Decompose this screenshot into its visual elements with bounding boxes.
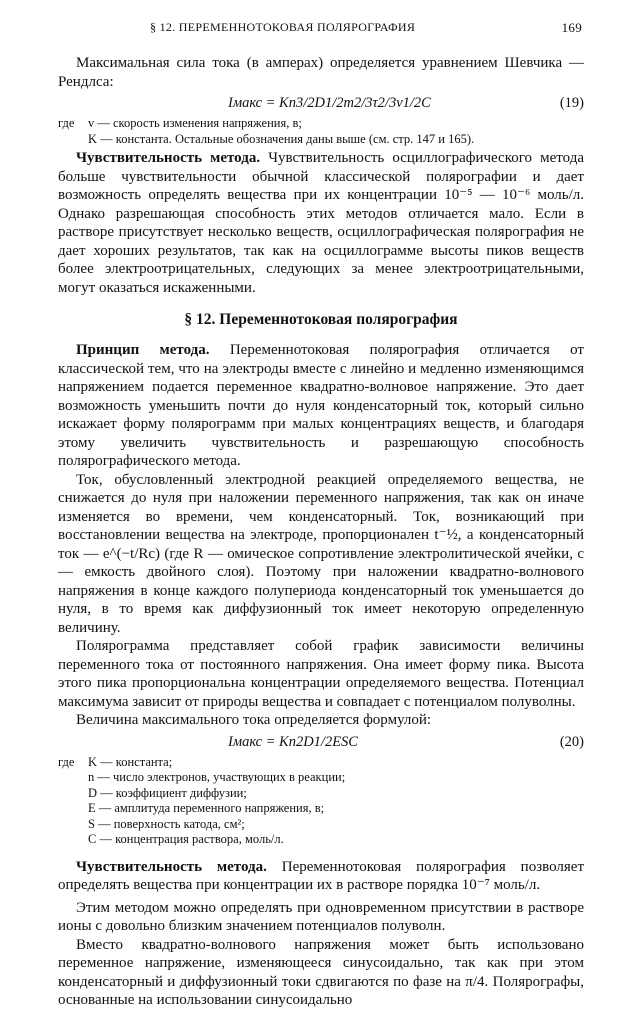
definition-row bbox=[58, 770, 584, 786]
running-title: § 12. ПЕРЕМЕННОТОКОВАЯ ПОЛЯРОГРАФИЯ bbox=[150, 20, 416, 34]
paragraph-lead: Чувствительность метода. bbox=[76, 858, 267, 875]
definition-text: v — скорость изменения напряжения, в; bbox=[88, 116, 302, 130]
section-heading: § 12. Переменнотоковая полярография bbox=[184, 311, 458, 328]
paragraph-simultaneous: Этим методом можно определять при одновременном присутствии в растворе ионы с довольно близким значением потенциалов полуволн. bbox=[58, 899, 584, 934]
paragraph-max-current: Величина максимального тока определяется формулой: bbox=[76, 712, 432, 728]
running-head bbox=[150, 20, 582, 35]
definition-where bbox=[58, 132, 88, 148]
paragraph-sensitivity-ac bbox=[58, 858, 584, 895]
paragraph-text: Чувствительность осциллографического метода больше чувствительности обычной классической полярографии и дает возможность определять вещества при их концентрации 10⁻⁵ — 10⁻⁶ моль/л. Однако разрешающая способность этих методов отличается мало. Если в растворе присутствует несколько веществ, осциллографическая полярография не дает хороших результатов, так как на осциллограмме высоты пиков веществ более электроотрицательных, следующих за менее электроотрицательными, могут оказаться искаженными. bbox=[58, 150, 584, 296]
definition-text: C — концентрация раствора, моль/л. bbox=[88, 832, 284, 846]
definitions-19 bbox=[58, 116, 584, 147]
definition-row bbox=[58, 832, 584, 848]
equation-20-number: (20) bbox=[559, 733, 584, 750]
page-number: 169 bbox=[561, 20, 582, 35]
equation-19-number: (19) bbox=[559, 95, 584, 111]
definition-row bbox=[58, 755, 584, 771]
definition-text: S — поверхность катода, см²; bbox=[88, 816, 245, 831]
definition-where bbox=[58, 832, 88, 848]
definition-text: K — константа. Остальные обозначения даны выше (см. стр. 147 и 165). bbox=[88, 131, 475, 146]
definition-row bbox=[58, 116, 584, 132]
definition-text: n — число электронов, участвующих в реакции; bbox=[88, 770, 346, 784]
definition-row bbox=[58, 817, 584, 833]
paragraph-sensitivity-osc bbox=[58, 149, 584, 297]
paragraph-intro: Максимальная сила тока (в амперах) определяется уравнением Шевчика — Рендлса: bbox=[58, 55, 584, 90]
page-body bbox=[58, 54, 584, 1010]
paragraph-current: Ток, обусловленный электродной реакцией определяемого вещества, не снижается до нуля при наложении переменного напряжения, так как он иначе изменяется во времени, чем конденсаторный. Ток, возникающий при восстановлении вещества на электроде, пропорционален t⁻½, а конденсаторный ток — e^(−t/Rc) (где R — омическое сопротивление электролитической ячейки, c — емкость двойного слоя). Поэтому при наложении квадратно-волнового напряжения в конце каждого полупериода конденсаторный ток уменьшается до нуля, в то время как диффузионный ток имеет некоторую определенную величину. bbox=[58, 471, 584, 636]
paragraph-lead: Принцип метода. bbox=[76, 342, 210, 358]
equation-20 bbox=[58, 730, 584, 754]
definition-where: где bbox=[58, 754, 75, 769]
definition-row bbox=[58, 801, 584, 817]
paragraph-principle bbox=[58, 341, 584, 471]
definition-text: E — амплитуда переменного напряжения, в; bbox=[88, 801, 325, 815]
definition-where bbox=[58, 817, 88, 833]
definition-where: где bbox=[58, 116, 75, 130]
definition-text: D — коэффициент диффузии; bbox=[88, 785, 247, 800]
equation-19 bbox=[58, 91, 584, 115]
paragraph-text: Переменнотоковая полярография позволяет определять вещества при концентрации их в растворе порядка 10⁻⁷ моль/л. bbox=[58, 858, 584, 893]
equation-20-formula: Iмакс = Kn2D1/2ESC bbox=[228, 733, 358, 750]
definition-text: K — константа; bbox=[88, 754, 173, 769]
definition-where bbox=[58, 770, 88, 786]
definition-row bbox=[58, 786, 584, 802]
definition-where bbox=[58, 786, 88, 802]
equation-19-formula: Iмакс = Kn3/2D1/2m2/3τ2/3v1/2C bbox=[228, 95, 431, 111]
definitions-20 bbox=[58, 755, 584, 848]
paragraph-lead: Чувствительность метода. bbox=[76, 150, 261, 166]
definition-where bbox=[58, 801, 88, 817]
paragraph-polarogram: Полярограмма представляет собой график зависимости величины переменного тока от постоянного напряжения. Она имеет форму пика. Высота этого пика пропорциональна концентрации определяемого вещества. Потенциал максимума зависит от природы вещества и совпадает с потенциалом полуволны. bbox=[58, 638, 584, 710]
definition-row bbox=[58, 132, 584, 148]
paragraph-sinusoidal: Вместо квадратно-волнового напряжения может быть использовано переменное напряжение, изменяющееся синусоидально, так как при этом конденсаторный и диффузионный токи сдвигаются по фазе на π/4. Полярографы, основанные на использовании синусоидально bbox=[58, 936, 584, 1008]
paragraph-text: Переменнотоковая полярография отличается от классической тем, что на электроды вместе с линейно и медленно изменяющимся напряжением подается переменное квадратно-волновое напряжение. Это дает возможность уменьшить почти до нуля конденсаторный ток, который сильно искажает форму полярограмм при малых концентрациях веществ, и благодаря этому увеличить чувствительность и разрешающую способность полярографического метода. bbox=[58, 342, 584, 469]
